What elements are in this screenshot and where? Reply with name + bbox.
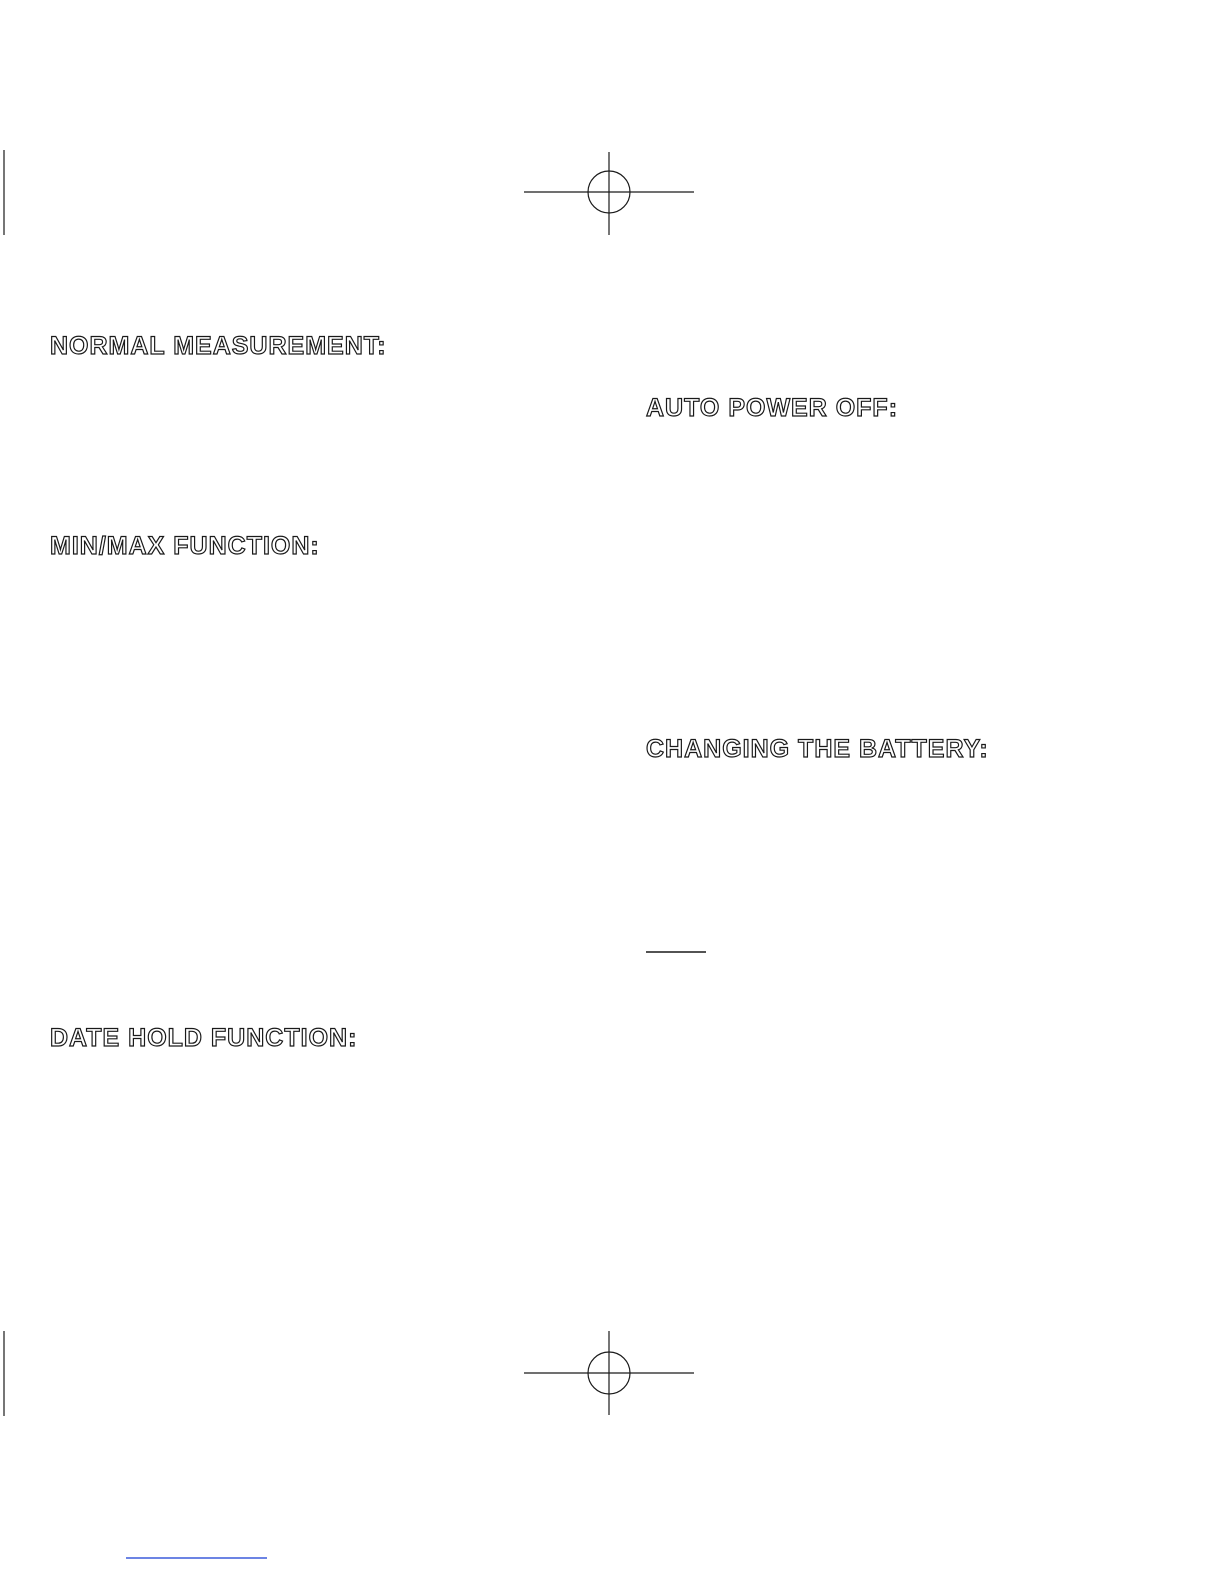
heading-date-hold-function: DATE HOLD FUNCTION: [50,1024,358,1052]
heading-auto-power-off: AUTO POWER OFF: [646,394,899,422]
heading-normal-measurement: NORMAL MEASUREMENT: [50,332,387,360]
heading-changing-the-battery: CHANGING THE BATTERY: [646,735,989,763]
heading-min-max-function: MIN/MAX FUNCTION: [50,532,320,560]
registration-mark-bottom [524,1331,694,1415]
registration-mark-top [524,152,694,235]
